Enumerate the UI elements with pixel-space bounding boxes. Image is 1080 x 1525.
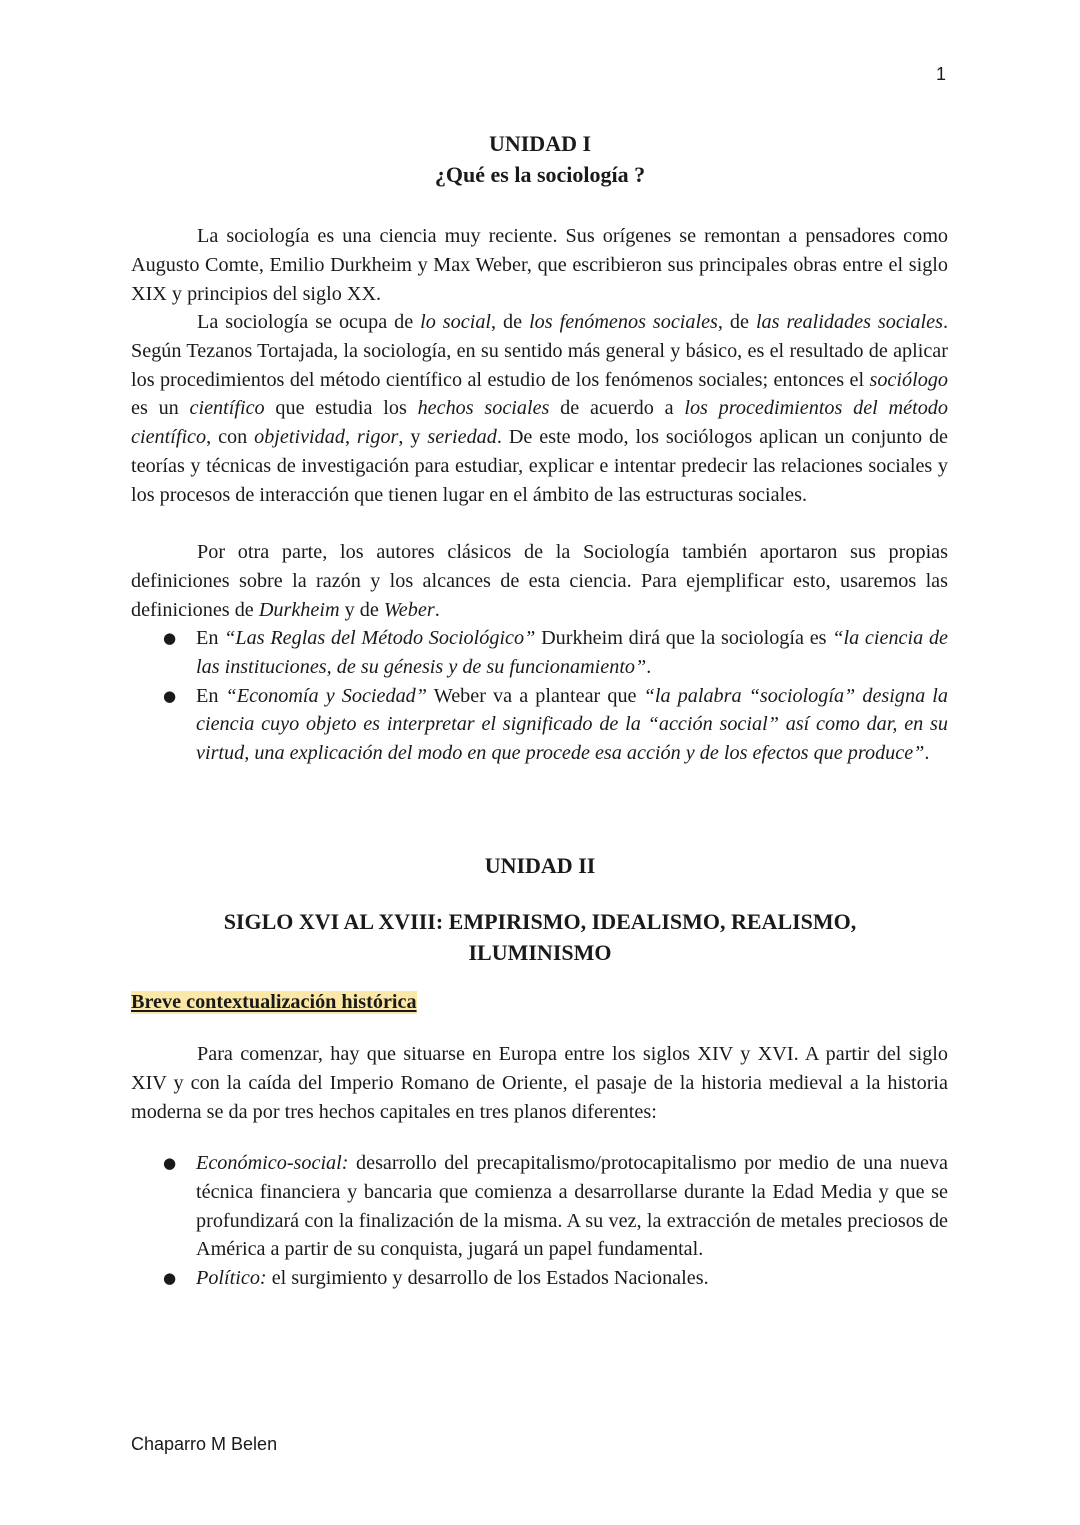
- unit-2-subtitle: SIGLO XVI AL XVIII: EMPIRISMO, IDEALISMO, REALISMO, ILUMINISMO: [223, 909, 857, 965]
- page-number: 1: [936, 64, 947, 84]
- paragraph-definition: La sociología se ocupa de lo social, de los fenómenos sociales, de las realidades sociales. Según Tezanos Tortajada, la sociología, en su sentido más general y básico, es el resultado de aplicar los procedimientos del método científico al estudio de los fenómenos sociales; entonces el sociólogo es un científico que estudia los hechos sociales de acuerdo a los procedimientos del método científico, con objetividad, rigor, y seriedad. De este modo, los sociólogos aplican un conjunto de teorías y técnicas de investigación para estudiar, explicar e intentar predecir las relaciones sociales y los procesos de interacción que tienen lugar en el ámbito de las estructuras sociales.: [131, 311, 949, 506]
- list-item-economic-social: ● Económico-social: desarrollo del precapitalismo/protocapitalismo por medio de una nueva técnica financiera y bancaria que comienza a desarrollarse durante la Edad Media y que se profundizará con la finalización de la misma. A su vez, la extracción de metales preciosos de América a partir de su conquista, jugará un papel fundamental.: [131, 1149, 948, 1264]
- unit-1-title: UNIDAD I: [488, 131, 592, 156]
- unit-2-title: UNIDAD II: [484, 853, 596, 878]
- paragraph-intro: La sociología es una ciencia muy reciente. Sus orígenes se remontan a pensadores como Augusto Comte, Emilio Durkheim y Max Weber, que escribieron sus principales obras entre el siglo XIX y principios del siglo XX.: [131, 225, 948, 305]
- list-item-political: ● Político: el surgimiento y desarrollo de los Estados Nacionales.: [131, 1264, 948, 1293]
- historical-facts-list: [131, 1149, 948, 1293]
- footer-author: Chaparro M Belen: [131, 1434, 278, 1454]
- paragraph-historical-context: Para comenzar, hay que situarse en Europa entre los siglos XIV y XVI. A partir del siglo XIV y con la caída del Imperio Romano de Oriente, el pasaje de la historia medieval a la historia moderna se da por tres hechos capitales en tres planos diferentes:: [131, 1043, 948, 1123]
- paragraph-classical-authors: Por otra parte, los autores clásicos de la Sociología también aportaron sus propias definiciones sobre la razón y los alcances de esta ciencia. Para ejemplificar esto, usaremos las definiciones de Durkheim y de Weber.: [131, 541, 948, 621]
- section-heading-highlighted: Breve contextualización histórica: [131, 991, 417, 1013]
- definitions-list: [131, 624, 948, 768]
- list-item-durkheim: ● En “Las Reglas del Método Sociológico” Durkheim dirá que la sociología es “la ciencia de las instituciones, de su génesis y de su funcionamiento”.: [131, 624, 948, 682]
- unit-1-subtitle: ¿Qué es la sociología ?: [434, 162, 646, 187]
- list-item-weber: ● En “Economía y Sociedad” Weber va a plantear que “la palabra “sociología” designa la ciencia cuyo objeto es interpretar el significado de la “acción social” así como dar, en su virtud, una explicación del modo en que procede esa acción y de los efectos que produce”.: [131, 682, 948, 768]
